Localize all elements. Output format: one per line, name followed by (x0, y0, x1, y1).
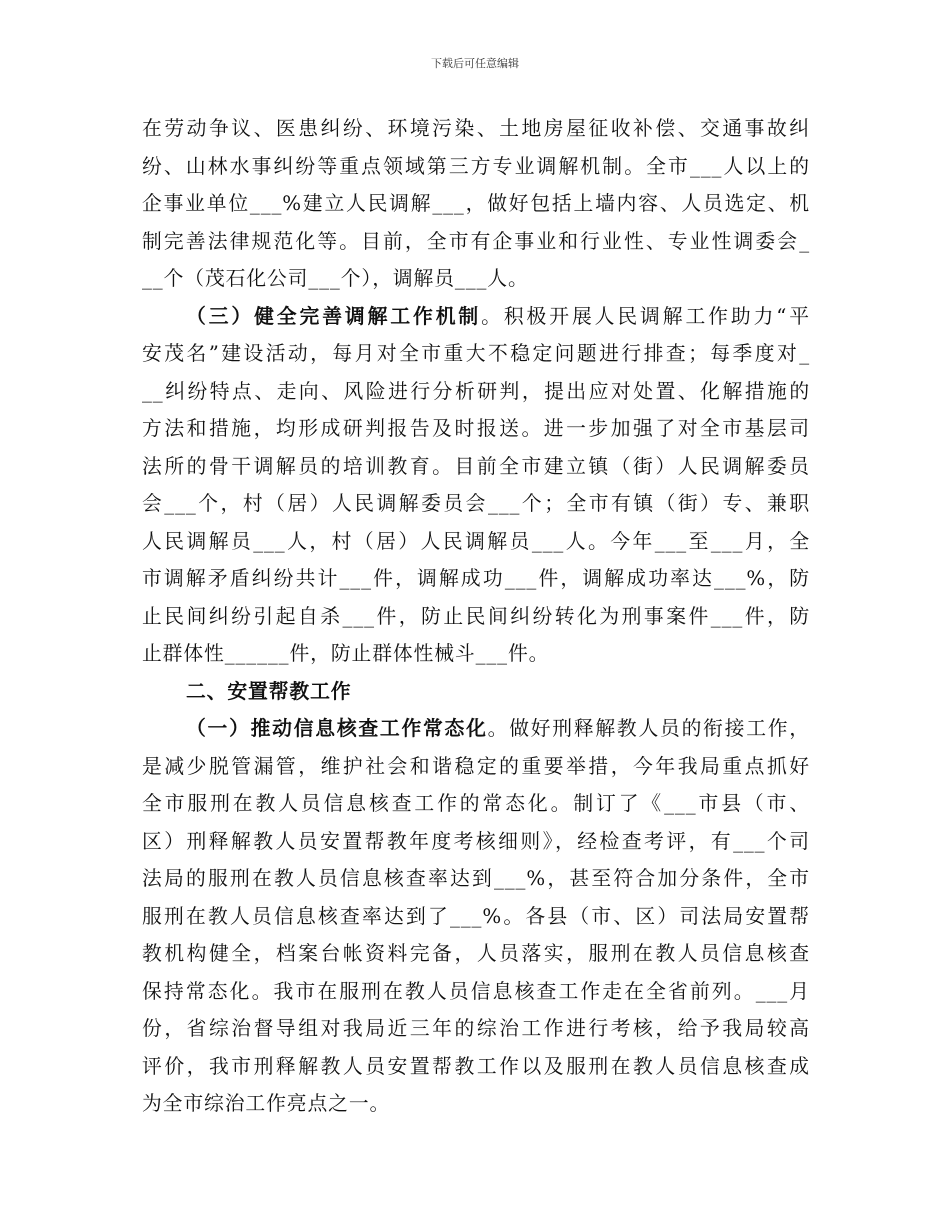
paragraph-line: 人民调解员___人，村（居）人民调解员___人。今年___至___月，全 (142, 529, 810, 553)
paragraph-line: 止民间纠纷引起自杀___件，防止民间纠纷转化为刑事案件___件，防 (142, 604, 810, 628)
paragraph-heading: （三）健全完善调解工作机制 (186, 303, 482, 328)
paragraph-heading: （一）推动信息核查工作常态化 (186, 716, 488, 740)
paragraph-continuation (142, 110, 810, 298)
paragraph-line: 是减少脱管漏管，维护社会和谐稳定的重要举措，今年我局重点抓好 (142, 754, 810, 778)
paragraph-line: 安茂名”建设活动，每月对全市重大不稳定问题进行排查；每季度对_ (142, 342, 811, 365)
paragraph-line: 在劳动争议、医患纠纷、环境污染、土地房屋征收补偿、交通事故纠 (142, 117, 810, 140)
document-body (142, 110, 810, 1123)
paragraph-line: 为全市综治工作亮点之一。 (142, 1092, 391, 1115)
paragraph-line: 服刑在教人员信息核查率达到了___%。各县（市、区）司法局安置帮 (142, 904, 810, 928)
paragraph-line: 法所的骨干调解员的培训教育。目前全市建立镇（街）人民调解委员 (142, 454, 810, 478)
paragraph-line: 制完善法律规范化等。目前，全市有企事业和行业性、专业性调委会_ (142, 229, 810, 253)
paragraph-line: 保持常态化。我市在服刑在教人员信息核查工作走在全省前列。___月 (142, 979, 810, 1003)
paragraph-line: 企事业单位___%建立人民调解___，做好包括上墙内容、人员选定、机 (142, 192, 810, 215)
paragraph-line: 教机构健全，档案台帐资料完备，人员落实，服刑在教人员信息核查 (142, 942, 810, 965)
page-header: 下载后可任意编辑 (431, 57, 519, 70)
paragraph-line: 方法和措施，均形成研判报告及时报送。进一步加强了对全市基层司 (142, 417, 810, 440)
paragraph-line: 法局的服刑在教人员信息核查率达到___%，甚至符合加分条件，全市 (142, 867, 810, 890)
paragraph-first-line (142, 710, 810, 748)
paragraph-line: 全市服刑在教人员信息核查工作的常态化。制订了《___市县（市、 (142, 792, 810, 815)
paragraph-line: __个（茂石化公司___个），调解员___人。 (142, 267, 529, 290)
paragraph-line: 止群体性______件，防止群体性械斗___件。 (142, 642, 550, 665)
paragraph-first-line (142, 298, 810, 336)
section-heading: 二、安置帮教工作 (186, 678, 352, 703)
paragraph-text: 。做好刑释解教人员的衔接工作， (487, 717, 810, 740)
paragraph-mediation-mechanism (142, 298, 810, 673)
paragraph-line: 区）刑释解教人员安置帮教年度考核细则》，经检查考评，有___个司 (142, 829, 810, 853)
paragraph-line: 评价，我市刑释解教人员安置帮教工作以及服刑在教人员信息核查成 (142, 1054, 810, 1078)
paragraph-line: __纠纷特点、走向、风险进行分析研判，提出应对处置、化解措施的 (142, 379, 810, 403)
paragraph-line: 纷、山林水事纠纷等重点领域第三方专业调解机制。全市___人以上的 (142, 154, 810, 178)
paragraph-line: 份，省综治督导组对我局近三年的综治工作进行考核，给予我局较高 (142, 1017, 810, 1040)
paragraph-line: 市调解矛盾纠纷共计___件，调解成功___件，调解成功率达___%，防 (142, 567, 810, 590)
paragraph-info-verification (142, 710, 810, 1123)
paragraph-line: 会___个，村（居）人民调解委员会___个；全市有镇（街）专、兼职 (142, 492, 810, 515)
paragraph-text: 。积极开展人民调解工作助力“平 (481, 304, 810, 328)
